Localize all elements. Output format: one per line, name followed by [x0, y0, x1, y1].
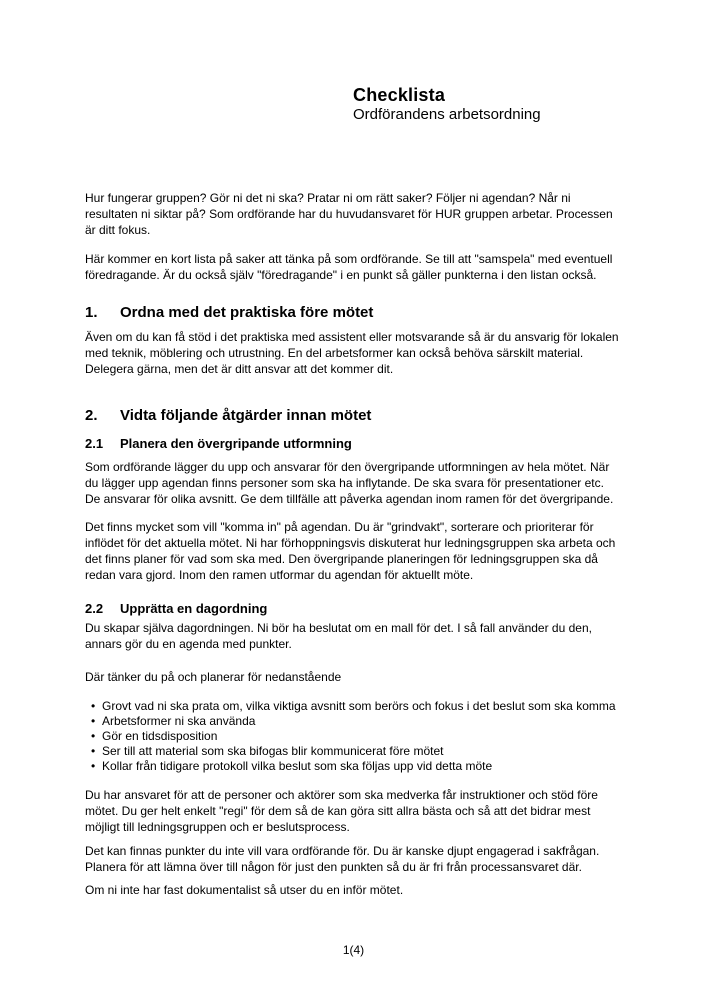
section-2-1-heading	[85, 436, 622, 452]
bullet-item: • Kollar från tidigare protokoll vilka beslut som ska följas upp vid detta möte	[85, 759, 622, 774]
section-2-1-number: 2.1	[85, 436, 104, 451]
section-2-1-title: Planera den övergripande utformning	[120, 436, 352, 451]
intro-paragraph-2: Här kommer en kort lista på saker att tänka på som ordförande. Se till att "samspela" med eventuell föredragande. Är du också själv "föredragande" i en punkt så gäller punkterna i den listan också.	[85, 252, 613, 282]
section-2-1-paragraph-2: Det finns mycket som vill "komma in" på agendan. Du är "grindvakt", sorterare och prioriterar för inflödet för det aktuella mötet. Ni har förhoppningsvis diskuterat hur ledningsgruppen ska arbeta och det finns planer för vad som ska med. Den övergripande planeringen för ledningsgruppen ska då redan vara gjord. Inom den ramen utformar du agendan för aktuellt möte.	[85, 520, 616, 582]
section-2-2-number: 2.2	[85, 601, 104, 616]
section-1-paragraph: Även om du kan få stöd i det praktiska med assistent eller motsvarande så är du ansvarig för lokalen med teknik, möblering och utrustning. En del arbetsformer kan också behöva särskilt material. Delegera gärna, men det är ditt ansvar att det kommer dit.	[85, 330, 619, 376]
section-1-title: Ordna med det praktiska före mötet	[120, 304, 374, 321]
bullet-item: • Ser till att material som ska bifogas blir kommunicerat före mötet	[85, 744, 622, 759]
section-2-1-paragraph-1: Som ordförande lägger du upp och ansvarar för den övergripande utformningen av hela mötet. När du lägger upp agendan finns personer som ska ha inflytande. De ska svara för presentationer etc. De ansvarar för olika avsnitt. Ge dem tillfälle att påverka agendan inom ramen för det övergripande.	[85, 460, 614, 506]
section-2-heading	[85, 406, 622, 425]
document-title: Checklista	[353, 85, 446, 105]
section-2-2-paragraph-1: Du skapar själva dagordningen. Ni bör ha beslutat om en mall för det. I så fall använder du den, annars gör du en agenda med punkter.	[85, 621, 592, 651]
section-2-2-paragraph-5: Om ni inte har fast dokumentalist så utser du en inför mötet.	[85, 883, 404, 897]
bullet-item: • Gör en tidsdisposition	[85, 729, 622, 744]
section-1-number: 1.	[85, 304, 98, 321]
bullet-item: • Arbetsformer ni ska använda	[85, 714, 622, 729]
section-1-heading	[85, 303, 622, 322]
section-2-2-paragraph-4: Det kan finnas punkter du inte vill vara ordförande för. Du är kanske djupt engagerad i sakfrågan. Planera för att lämna över till någon för just den punkten så du är fri från processansvaret där.	[85, 844, 600, 874]
page-number: 1(4)	[342, 943, 365, 957]
bullet-item: • Grovt vad ni ska prata om, vilka viktiga avsnitt som berörs och fokus i det beslut som ska komma	[85, 699, 622, 714]
section-2-number: 2.	[85, 407, 98, 424]
section-2-2-title: Upprätta en dagordning	[120, 601, 268, 616]
section-2-2-paragraph-3: Du har ansvaret för att de personer och aktörer som ska medverka får instruktioner och stöd före mötet. Du ger helt enkelt "regi" för dem så de kan göra sitt allra bästa och så att det bidrar mest möjligt till ledningsgruppen och er beslutsprocess.	[85, 788, 598, 834]
title-block	[353, 0, 622, 124]
checklist-bullet-list	[85, 699, 622, 774]
section-2-title: Vidta följande åtgärder innan mötet	[120, 407, 372, 424]
intro-paragraph-1: Hur fungerar gruppen? Gör ni det ni ska? Pratar ni om rätt saker? Följer ni agendan? Når ni resultaten ni siktar på? Som ordförande har du huvudansvaret för HUR gruppen arbetar. Processen är ditt fokus.	[85, 191, 613, 237]
document-content	[85, 0, 622, 898]
section-2-2-paragraph-2: Där tänker du på och planerar för nedanstående	[85, 670, 342, 684]
document-subtitle: Ordförandens arbetsordning	[353, 106, 541, 123]
section-2-2-heading	[85, 601, 622, 617]
